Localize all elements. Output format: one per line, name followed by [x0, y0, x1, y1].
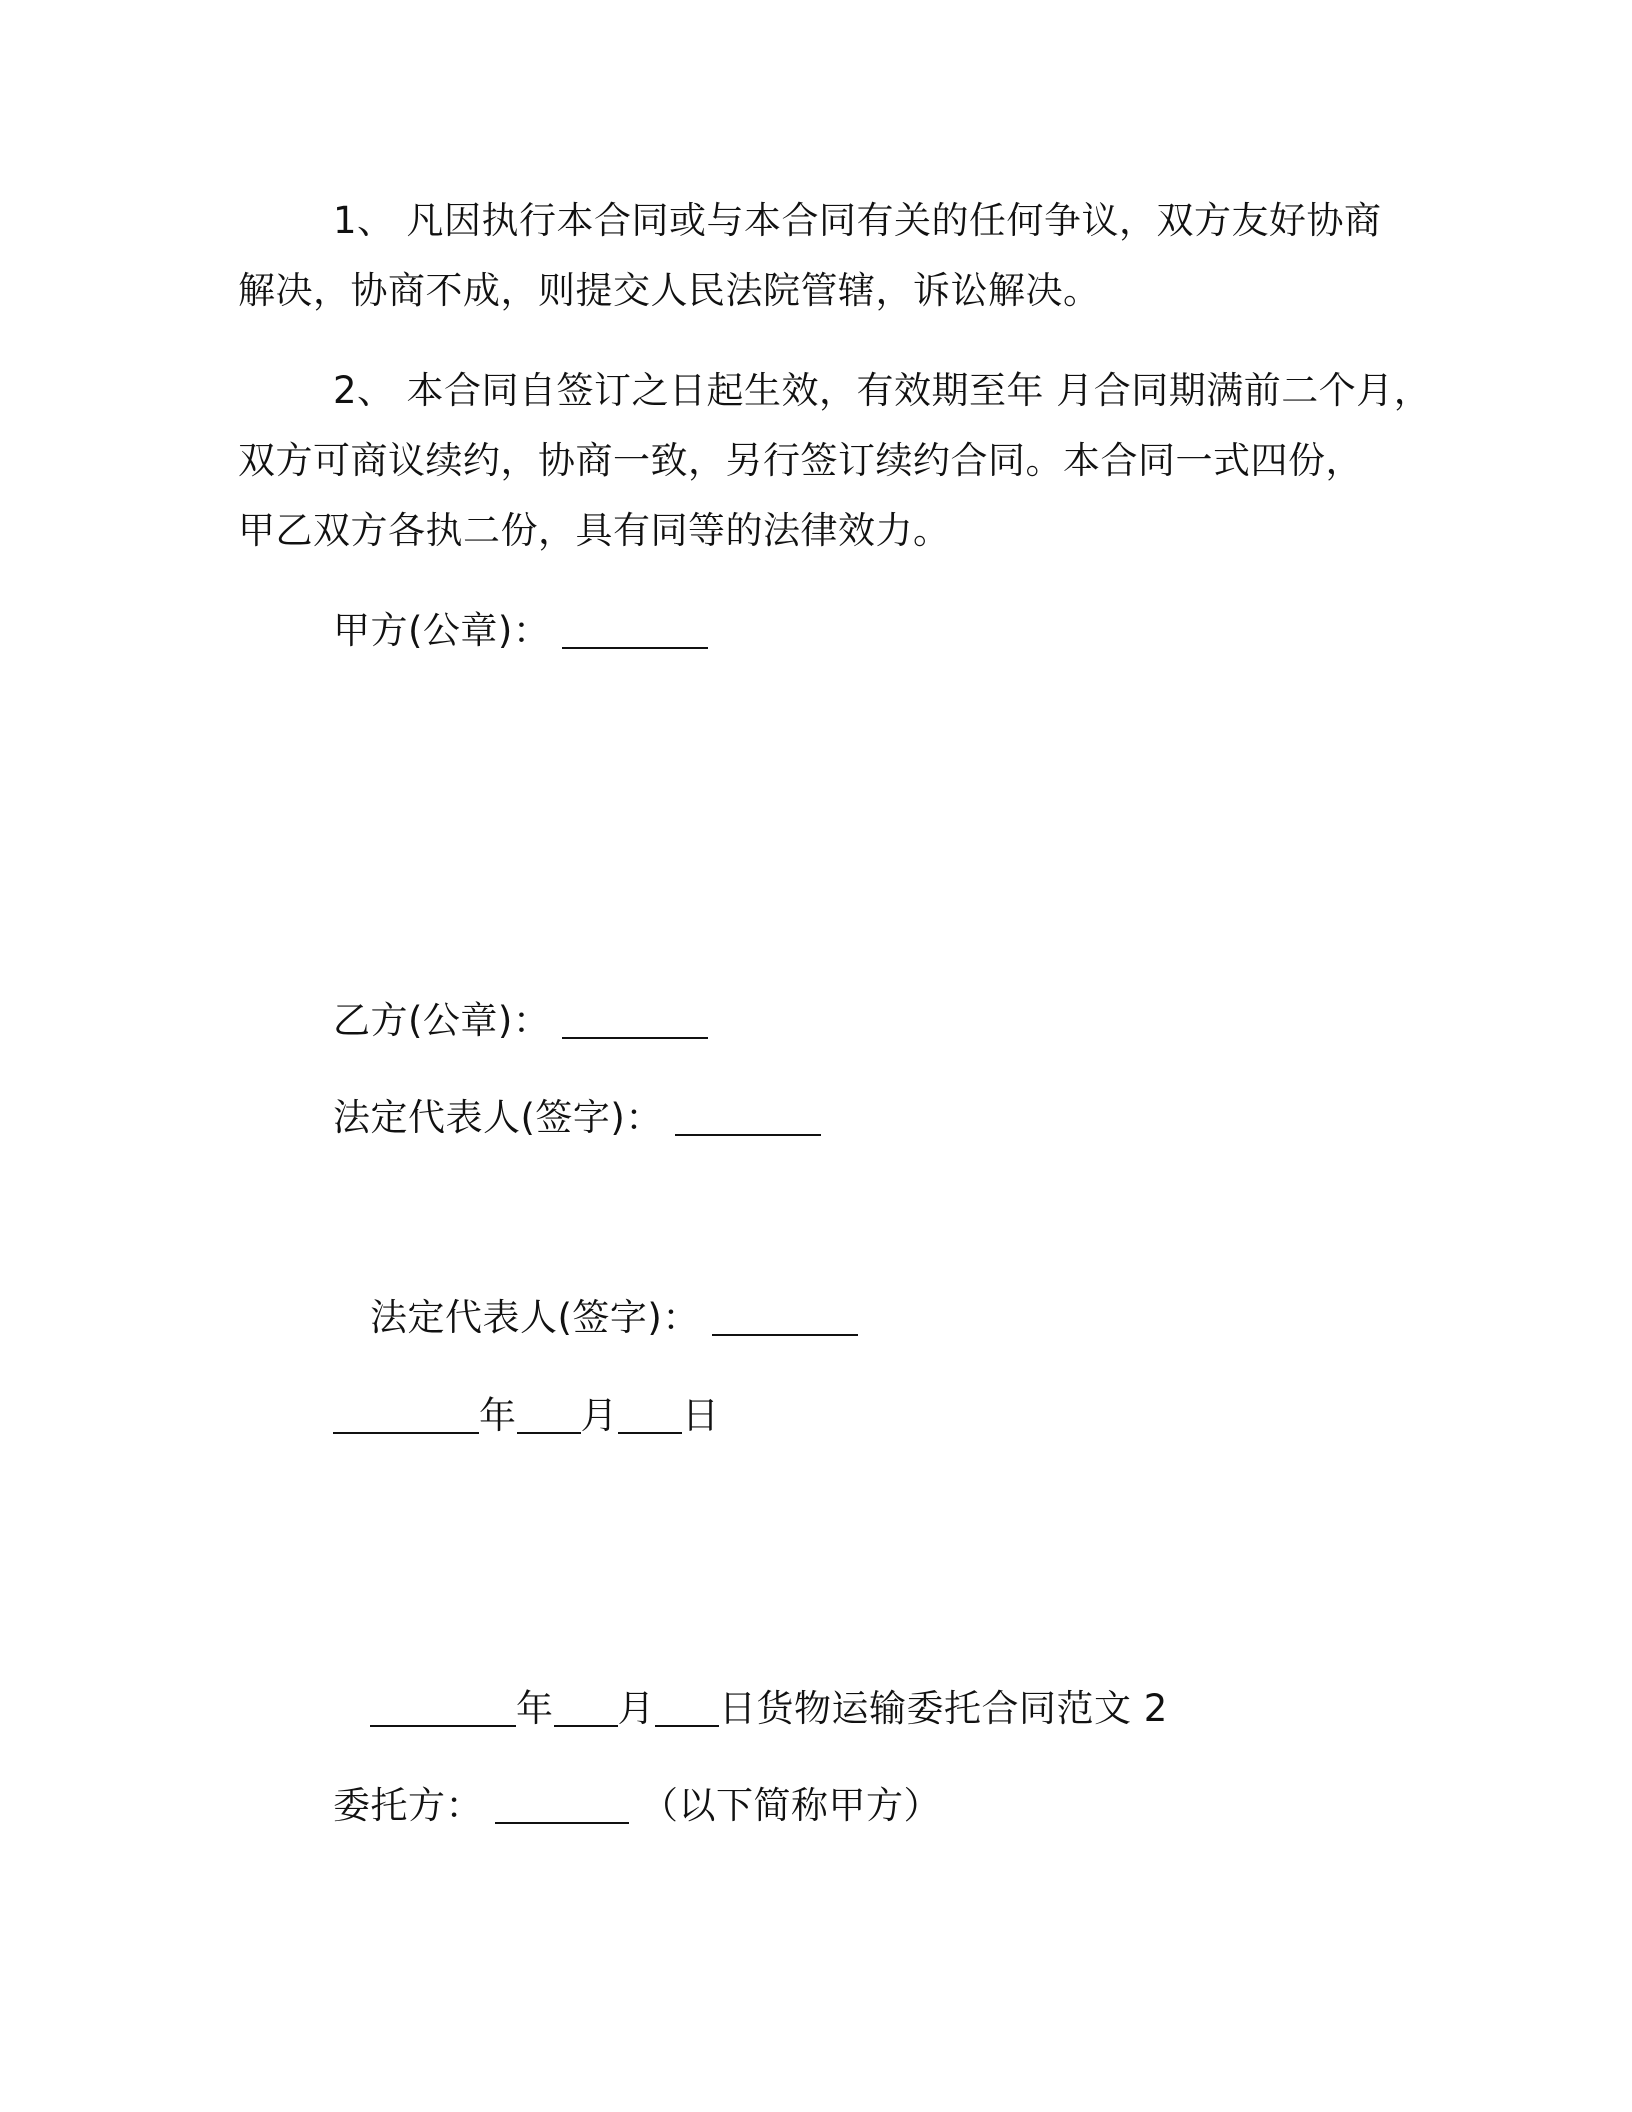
date-month-blank[interactable] — [517, 1398, 581, 1434]
date-day-blank[interactable] — [618, 1398, 682, 1434]
title-month-blank[interactable] — [554, 1691, 618, 1727]
client-line — [333, 1783, 941, 1829]
party-b-seal-blank[interactable] — [562, 1003, 708, 1039]
legal-rep-label-2: 法定代表人(签字)： — [370, 1296, 700, 1339]
title-day-blank[interactable] — [655, 1691, 719, 1727]
party-a-seal-blank[interactable] — [562, 613, 708, 649]
legal-rep-line-1 — [333, 1095, 821, 1141]
clause-1-number: 1、 — [333, 199, 395, 242]
legal-rep-label-1: 法定代表人(签字)： — [333, 1096, 663, 1139]
title-year-blank[interactable] — [370, 1691, 516, 1727]
date-year-blank[interactable] — [333, 1398, 479, 1434]
date-month-label: 月 — [580, 1394, 618, 1437]
title-month-label: 月 — [617, 1687, 655, 1730]
title-year-label: 年 — [516, 1687, 554, 1730]
client-suffix: （以下简称甲方） — [641, 1784, 941, 1827]
party-a-label: 甲方(公章)： — [333, 609, 551, 652]
party-b-label: 乙方(公章)： — [333, 999, 551, 1042]
clause-1-text-2: 解决，协商不成，则提交人民法院管辖，诉讼解决。 — [238, 269, 1101, 312]
party-b-line — [333, 998, 708, 1044]
title-day-and-title: 日货物运输委托合同范文 2 — [719, 1687, 1168, 1730]
clause-2-text-1: 本合同自签订之日起生效，有效期至年 月合同期满前二个月， — [406, 369, 1432, 412]
clause-2-number: 2、 — [333, 369, 395, 412]
client-label: 委托方： — [333, 1784, 483, 1827]
legal-rep-signature-blank-2[interactable] — [712, 1300, 858, 1336]
clause-2-line-1 — [333, 368, 1431, 414]
next-contract-title — [370, 1686, 1168, 1732]
clause-2-text-2: 双方可商议续约，协商一致，另行签订续约合同。本合同一式四份， — [238, 439, 1363, 482]
clause-2-text-3: 甲乙双方各执二份，具有同等的法律效力。 — [238, 509, 951, 552]
party-a-line — [333, 608, 708, 654]
client-name-blank[interactable] — [495, 1788, 629, 1824]
date-year-label: 年 — [479, 1394, 517, 1437]
date-line — [333, 1393, 720, 1439]
legal-rep-signature-blank-1[interactable] — [675, 1100, 821, 1136]
legal-rep-line-2 — [370, 1295, 858, 1341]
clause-1-line-2 — [238, 268, 1101, 314]
clause-1-text-1: 凡因执行本合同或与本合同有关的任何争议，双方友好协商 — [406, 199, 1382, 242]
clause-1-line-1 — [333, 198, 1382, 244]
clause-2-line-3 — [238, 508, 951, 554]
clause-2-line-2 — [238, 438, 1363, 484]
date-day-label: 日 — [682, 1394, 720, 1437]
